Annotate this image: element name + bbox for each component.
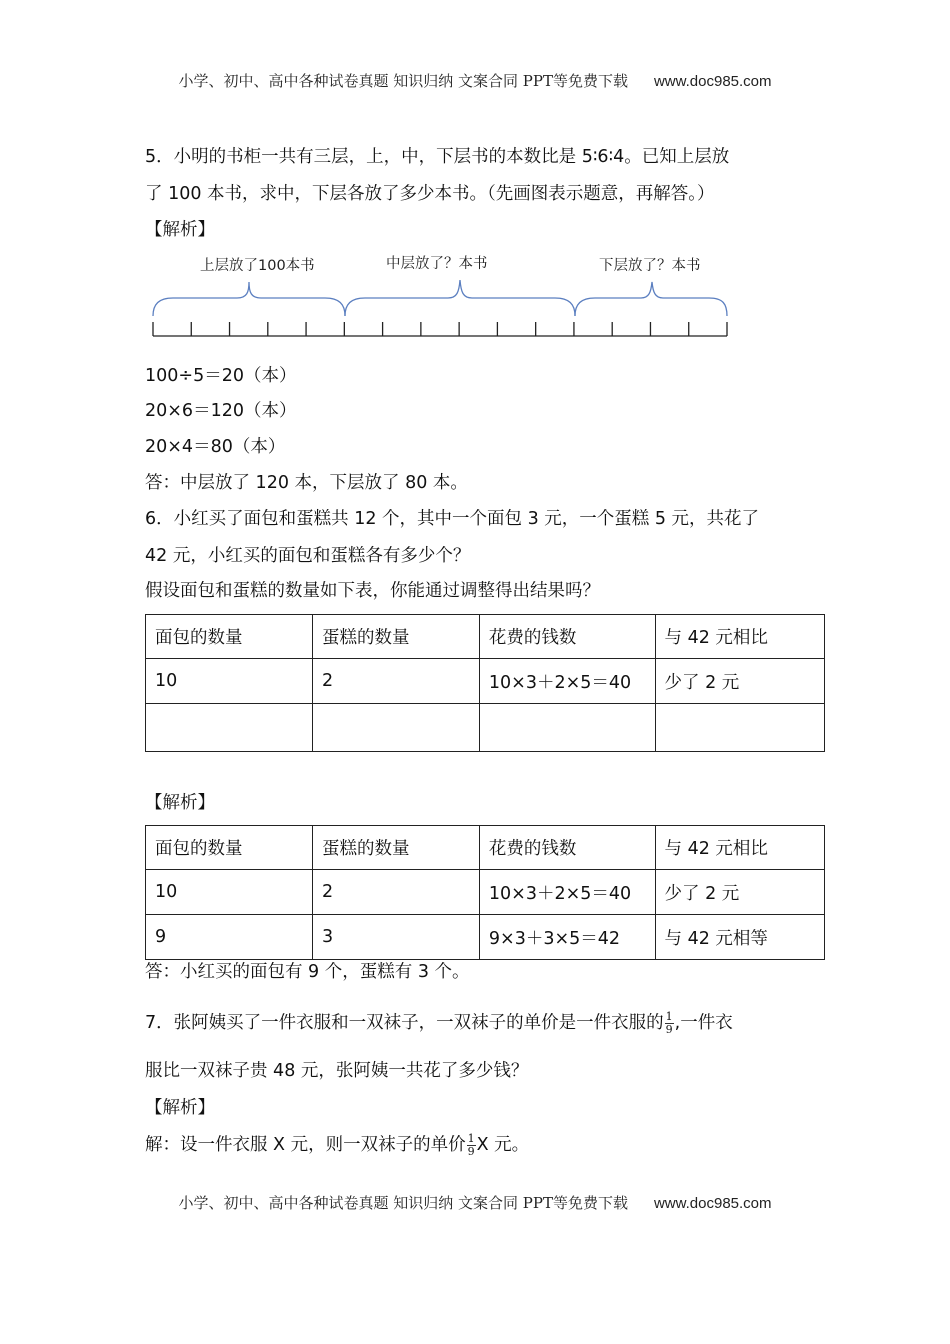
q5-answer: 答：中层放了 120 本，下层放了 80 本。 <box>145 473 468 493</box>
label-bottom: 下层放了？本书 <box>599 258 701 274</box>
footer-text: 小学、初中、高中各种试卷真题 知识归纳 文案合同 PPT等免费下载 <box>178 1194 628 1212</box>
brace-top <box>153 282 345 316</box>
q7-line1 <box>145 1008 733 1038</box>
table-header-cell: 与 42 元相比 <box>655 826 824 870</box>
footer-site: www.doc985.com <box>653 1195 772 1212</box>
fraction-numerator: 1 <box>467 1131 475 1145</box>
table-row <box>146 915 825 960</box>
table-cell: 10×3＋2×5＝40 <box>479 659 655 704</box>
table-row <box>146 615 825 659</box>
q6-analysis: 【解析】 <box>145 793 215 813</box>
q6-table-question <box>145 614 825 752</box>
fraction-denominator: 9 <box>467 1144 475 1158</box>
table-cell: 少了 2 元 <box>655 870 824 915</box>
table-header-cell: 面包的数量 <box>146 615 313 659</box>
table-header-cell: 面包的数量 <box>146 826 313 870</box>
q7-line1-text-b: ,一件衣 <box>674 1013 733 1033</box>
header-site: www.doc985.com <box>653 73 772 90</box>
page-header <box>0 70 950 91</box>
q5-step-2: 20×6＝120（本） <box>145 401 297 421</box>
fraction-numerator: 1 <box>665 1009 673 1023</box>
table-cell: 9×3＋3×5＝42 <box>479 915 655 960</box>
fraction-denominator: 9 <box>665 1022 673 1036</box>
q7-solution <box>145 1130 529 1160</box>
table-header-cell: 蛋糕的数量 <box>312 826 479 870</box>
q6-line1: 6．小红买了面包和蛋糕共 12 个，其中一个面包 3 元，一个蛋糕 5 元，共花了 <box>145 509 760 529</box>
table-cell: 10 <box>146 659 313 704</box>
table-cell-empty <box>146 704 313 752</box>
q7-line1-text-a: 7．张阿姨买了一件衣服和一双袜子，一双袜子的单价是一件衣服的 <box>145 1013 664 1033</box>
label-mid: 中层放了？本书 <box>386 256 488 272</box>
q7-fraction <box>665 1011 674 1036</box>
q6-line2: 42 元，小红买的面包和蛋糕各有多少个？ <box>145 546 471 566</box>
table-row <box>146 826 825 870</box>
q6-line3: 假设面包和蛋糕的数量如下表，你能通过调整得出结果吗？ <box>145 581 600 601</box>
q7-line2: 服比一双袜子贵 48 元，张阿姨一共花了多少钱？ <box>145 1061 529 1081</box>
table-header-cell: 蛋糕的数量 <box>312 615 479 659</box>
q7-solution-text-a: 解：设一件衣服 X 元，则一双袜子的单价 <box>145 1135 466 1155</box>
table-row <box>146 659 825 704</box>
table-cell: 与 42 元相等 <box>655 915 824 960</box>
q5-step-3: 20×4＝80（本） <box>145 437 286 457</box>
q6-answer: 答：小红买的面包有 9 个，蛋糕有 3 个。 <box>145 962 470 982</box>
table-cell-empty <box>655 704 824 752</box>
q7-solution-text-b: X 元。 <box>476 1135 530 1155</box>
table-cell: 2 <box>312 659 479 704</box>
table-header-cell: 与 42 元相比 <box>655 615 824 659</box>
q5-line2: 了 100 本书，求中，下层各放了多少本书。（先画图表示题意，再解答。） <box>145 184 715 204</box>
table-cell: 10×3＋2×5＝40 <box>479 870 655 915</box>
table-header-cell: 花费的钱数 <box>479 615 655 659</box>
label-top: 上层放了100本书 <box>200 258 315 274</box>
q7-solution-fraction <box>467 1133 476 1158</box>
q5-analysis: 【解析】 <box>145 220 215 240</box>
q5-segment-diagram <box>145 252 745 342</box>
page-footer <box>0 1192 950 1213</box>
header-text: 小学、初中、高中各种试卷真题 知识归纳 文案合同 PPT等免费下载 <box>178 72 628 90</box>
table-cell-empty <box>479 704 655 752</box>
table-cell: 10 <box>146 870 313 915</box>
brace-bottom <box>575 282 727 316</box>
table-cell: 少了 2 元 <box>655 659 824 704</box>
q5-step-1: 100÷5＝20（本） <box>145 366 297 386</box>
table-row <box>146 870 825 915</box>
q6-table-solution <box>145 825 825 960</box>
table-header-cell: 花费的钱数 <box>479 826 655 870</box>
table-cell: 2 <box>312 870 479 915</box>
q7-analysis: 【解析】 <box>145 1098 215 1118</box>
table-cell: 9 <box>146 915 313 960</box>
table-cell: 3 <box>312 915 479 960</box>
brace-mid <box>345 280 575 316</box>
q5-line1: 5．小明的书柜一共有三层，上，中，下层书的本数比是 5∶6∶4。已知上层放 <box>145 147 730 167</box>
table-cell-empty <box>312 704 479 752</box>
table-row <box>146 704 825 752</box>
